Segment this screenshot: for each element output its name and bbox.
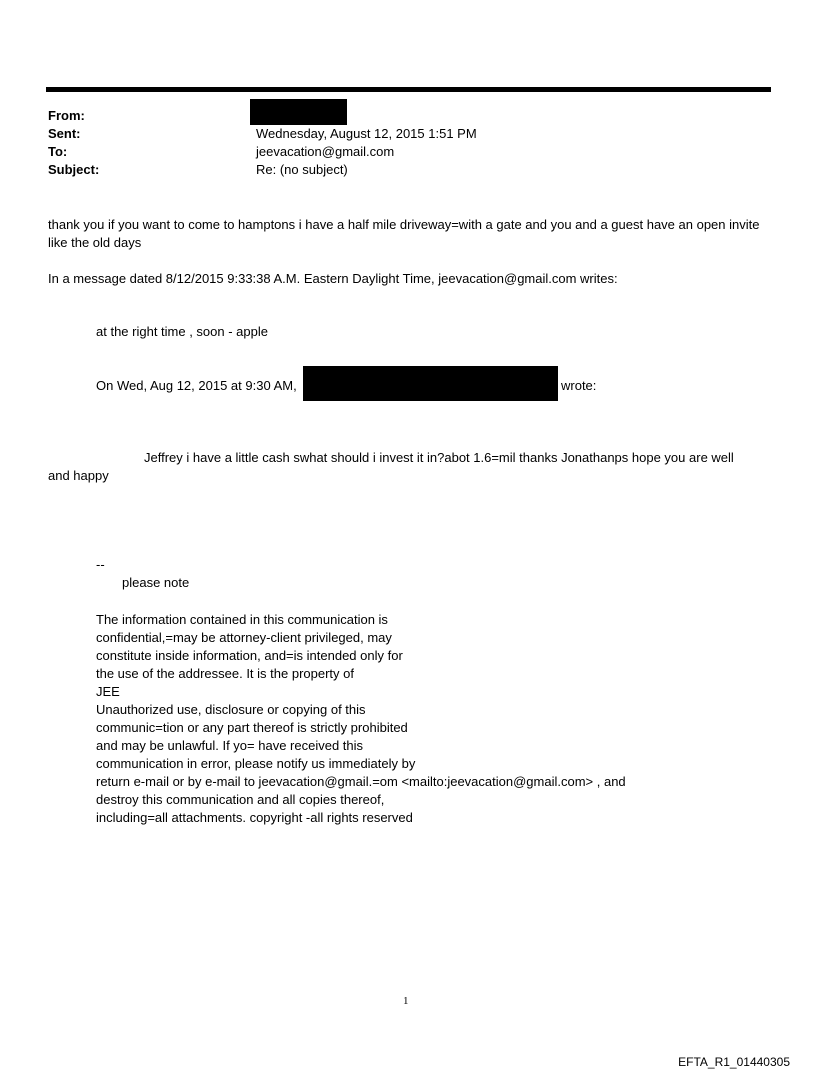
notice-line: Unauthorized use, disclosure or copying of this	[96, 702, 366, 717]
notice-line: the use of the addressee. It is the property of	[96, 666, 354, 681]
document-id: EFTA_R1_01440305	[678, 1055, 790, 1069]
notice-line: and may be unlawful. If yo= have received this	[96, 738, 364, 753]
signature-dashes: --	[96, 557, 105, 572]
from-label: From:	[48, 108, 85, 123]
header-from-row	[48, 107, 256, 125]
header-subject-row	[48, 161, 348, 179]
notice-line: confidential,=may be attorney-client privileged, may	[96, 630, 392, 645]
quote-intro: In a message dated 8/12/2015 9:33:38 A.M. Eastern Daylight Time, jeevacation@gmail.com writes:	[48, 271, 618, 286]
to-value: jeevacation@gmail.com	[256, 144, 395, 159]
original-message-line-2: and happy	[48, 468, 109, 483]
quoted-reply: at the right time , soon - apple	[96, 324, 268, 339]
on-wed-prefix: On Wed, Aug 12, 2015 at 9:30 AM,	[96, 378, 297, 393]
redacted-original-sender	[303, 366, 558, 401]
sent-label: Sent:	[48, 126, 81, 141]
notice-line: including=all attachments. copyright -all rights reserved	[96, 810, 413, 825]
subject-value: Re: (no subject)	[256, 162, 348, 177]
reply-text: thank you if you want to come to hamptons i have a half mile driveway=with a gate and you and a guest have an open invite like the old days	[48, 217, 760, 250]
notice-line: communic=tion or any part thereof is strictly prohibited	[96, 720, 408, 735]
header-sent-row	[48, 125, 477, 143]
original-message-line-1: Jeffrey i have a little cash swhat should i invest it in?abot 1.6=mil thanks Jonathanps hope you are well	[144, 450, 734, 465]
notice-line: The information contained in this communication is	[96, 612, 388, 627]
notice-line: JEE	[96, 684, 120, 699]
page-number: 1	[403, 995, 409, 1007]
header-divider	[46, 87, 771, 92]
redacted-sender	[250, 99, 347, 125]
notice-line: communication in error, please notify us immediately by	[96, 756, 416, 771]
sent-value: Wednesday, August 12, 2015 1:51 PM	[256, 126, 477, 141]
to-label: To:	[48, 144, 68, 159]
please-note: please note	[122, 575, 190, 590]
wrote-suffix: wrote:	[561, 378, 597, 393]
header-to-row	[48, 143, 394, 161]
notice-line: constitute inside information, and=is intended only for	[96, 648, 403, 663]
notice-line: destroy this communication and all copies thereof,	[96, 792, 385, 807]
subject-label: Subject:	[48, 162, 100, 177]
confidentiality-notice	[96, 611, 626, 827]
notice-line: return e-mail or by e-mail to jeevacation@gmail.=om <mailto:jeevacation@gmail.com> , and	[96, 774, 626, 789]
